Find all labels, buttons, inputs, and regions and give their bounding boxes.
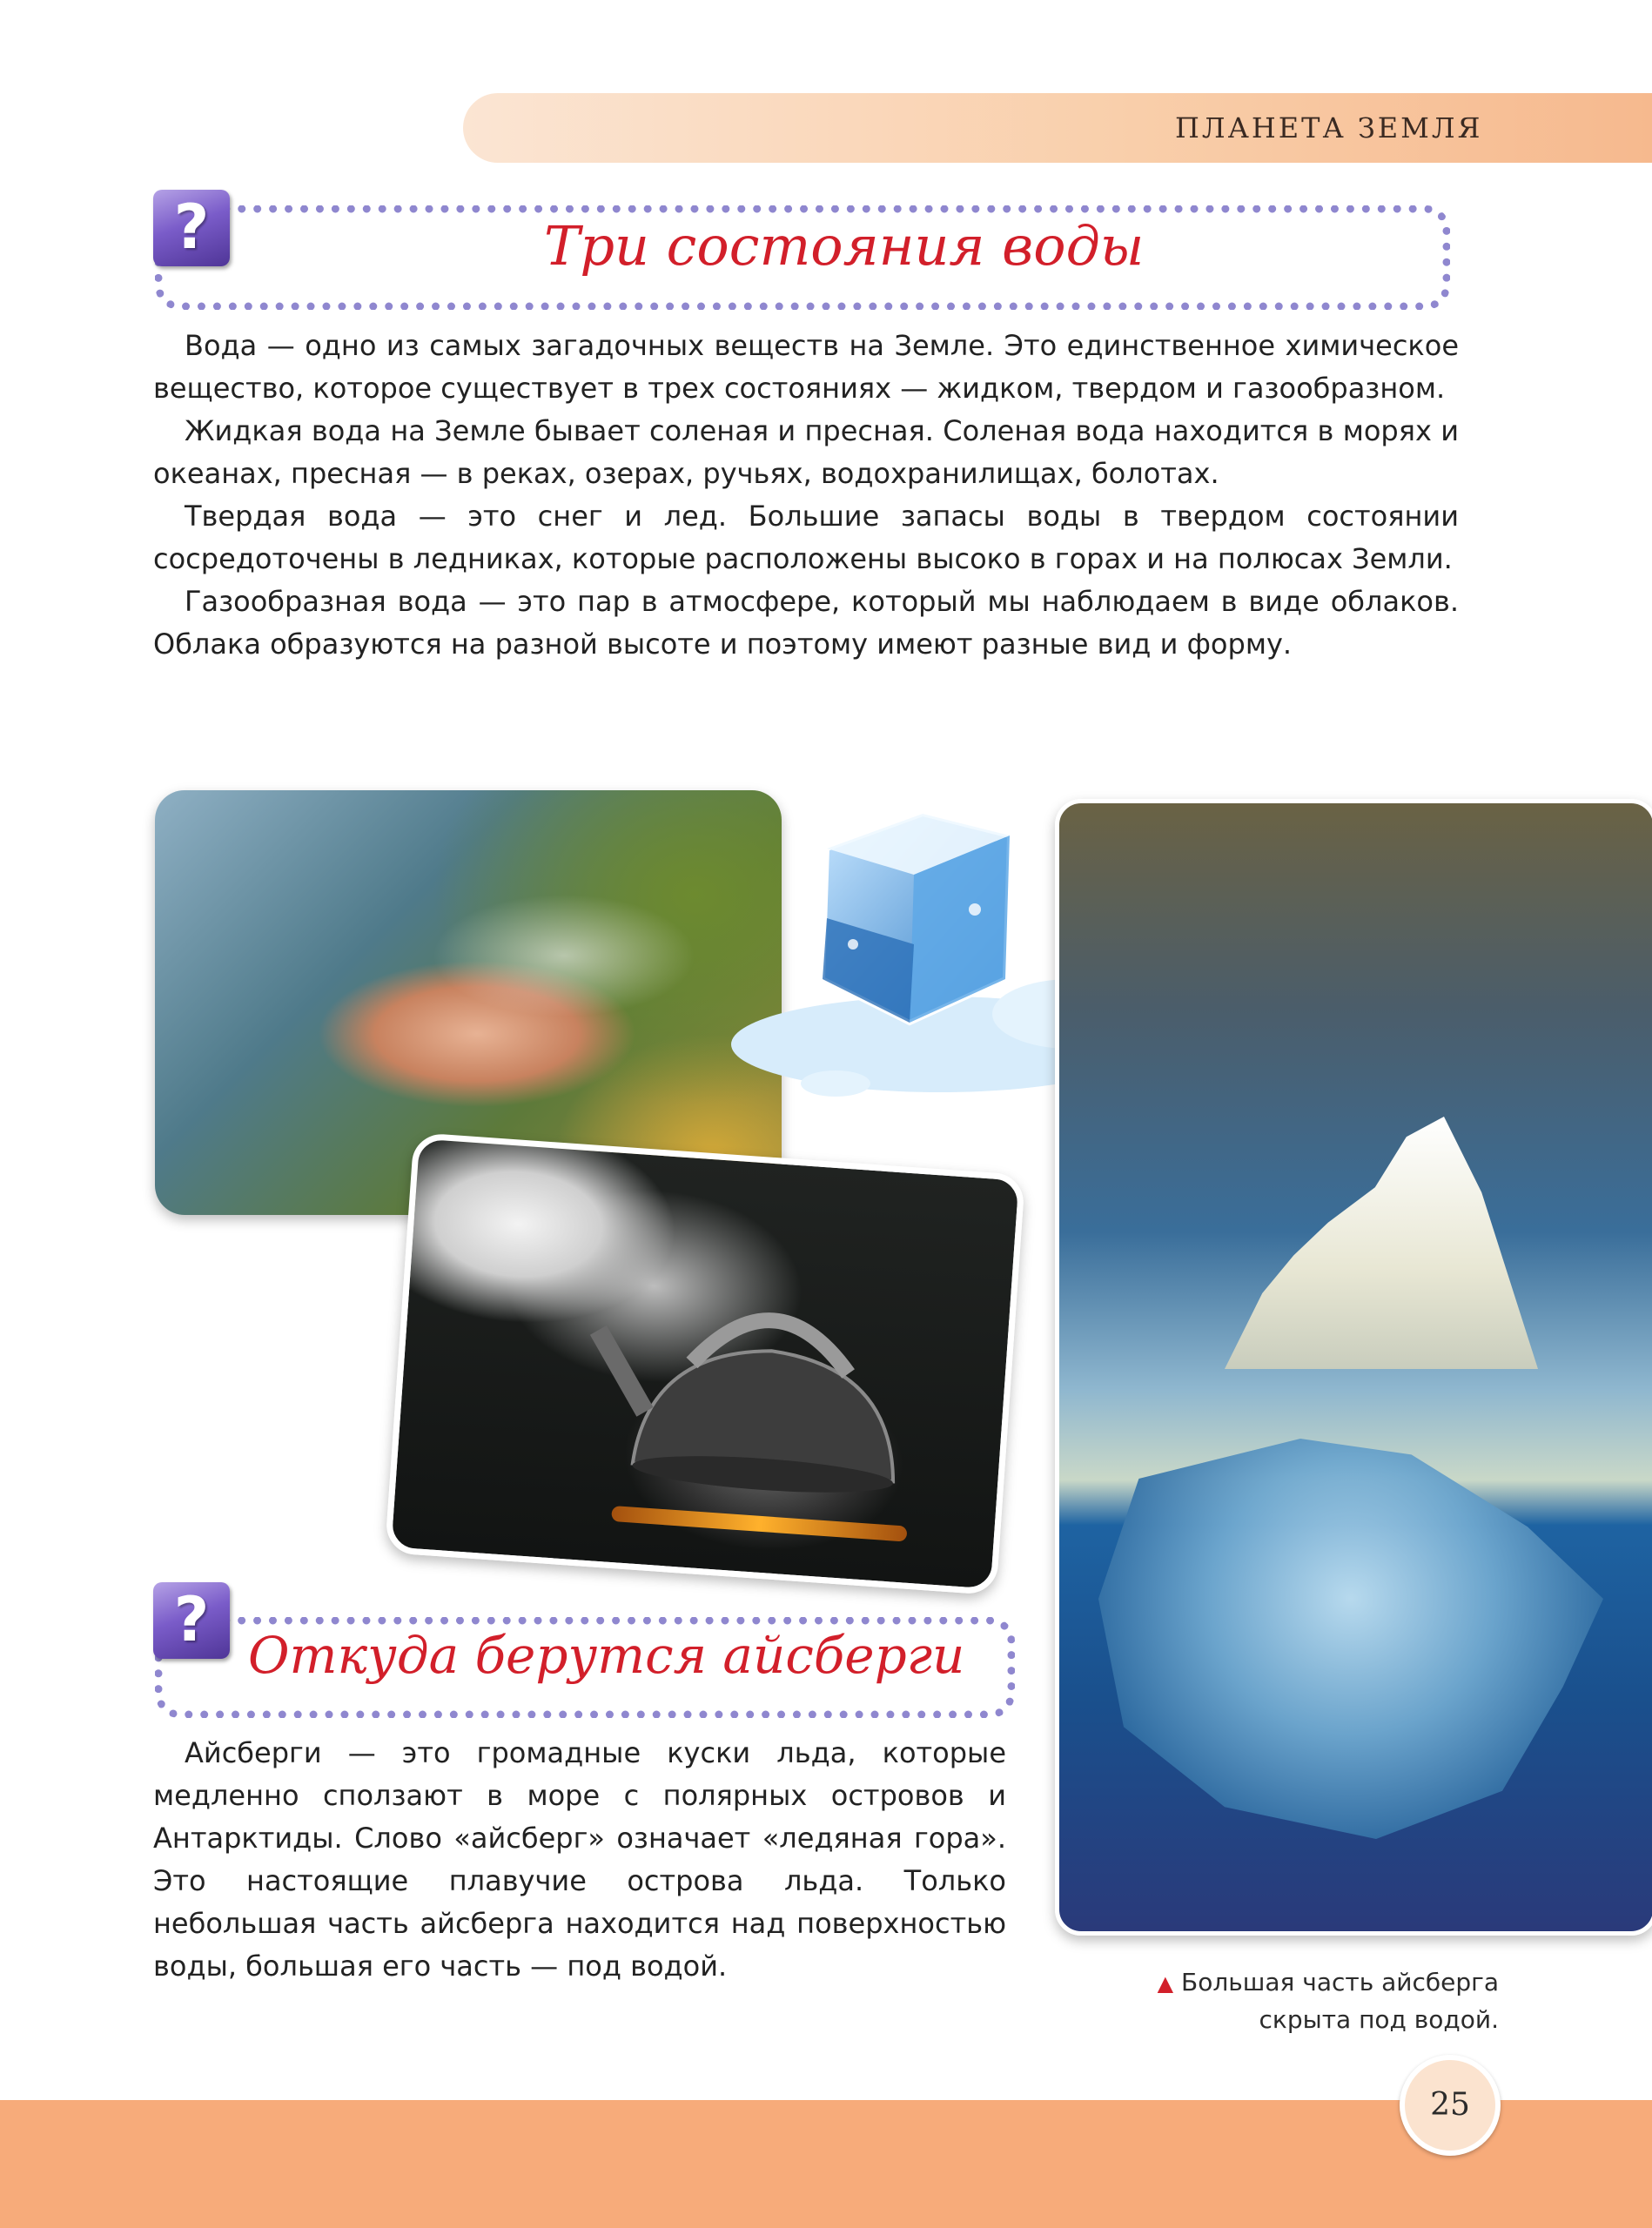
caption-line: Большая часть айсберга	[1181, 1968, 1499, 1996]
section-header: ПЛАНЕТА ЗЕМЛЯ	[1175, 111, 1483, 144]
paragraph: Твердая вода — это снег и лед. Большие запасы воды в твердом состоянии сосредоточены в ледниках, которые расположены высоко в горах и на полюсах Земли.	[153, 500, 1459, 575]
photo-caption	[1158, 1964, 1499, 2038]
iceberg-underwater	[1098, 1439, 1603, 1839]
paragraph: Вода — одно из самых загадочных веществ на Земле. Это единственное химическое вещество, которое существует в трех состояниях — жидком, твердом и газообразном.	[153, 329, 1459, 405]
section-title: Три состояния воды	[544, 214, 1145, 278]
section-title: Откуда берутся айсберги	[248, 1626, 965, 1685]
page-number: 25	[1400, 2055, 1501, 2156]
kettle-icon	[576, 1234, 961, 1546]
question-icon: ?	[153, 190, 230, 266]
intro-text	[153, 325, 1459, 666]
paragraph: Газообразная вода — это пар в атмосфере, который мы наблюдаем в виде облаков. Облака образуются на разной высоте и поэтому имеют разные вид и форму.	[153, 585, 1459, 661]
iceberg-text	[153, 1732, 1006, 1988]
question-icon: ?	[153, 1582, 230, 1659]
paragraph: Айсберги — это громадные куски льда, которые медленно сползают в море с полярных островов и Антарктиды. Слово «айсберг» означает «ледяная гора». Это настоящие плавучие острова льда. Только небольшая часть айсберга находится над поверхностью воды, большая его часть — под водой.	[153, 1736, 1006, 1983]
iceberg-photo	[1055, 799, 1652, 1936]
paragraph: Жидкая вода на Земле бывает соленая и пресная. Соленая вода находится в морях и океанах, пресная — в реках, озерах, ручьях, водохранилищах, болотах.	[153, 414, 1459, 490]
boiling-kettle-photo	[385, 1132, 1025, 1595]
iceberg-top	[1225, 1117, 1538, 1369]
triangle-icon: ▲	[1157, 1971, 1174, 1996]
caption-line: скрыта под водой.	[1259, 2005, 1499, 2034]
